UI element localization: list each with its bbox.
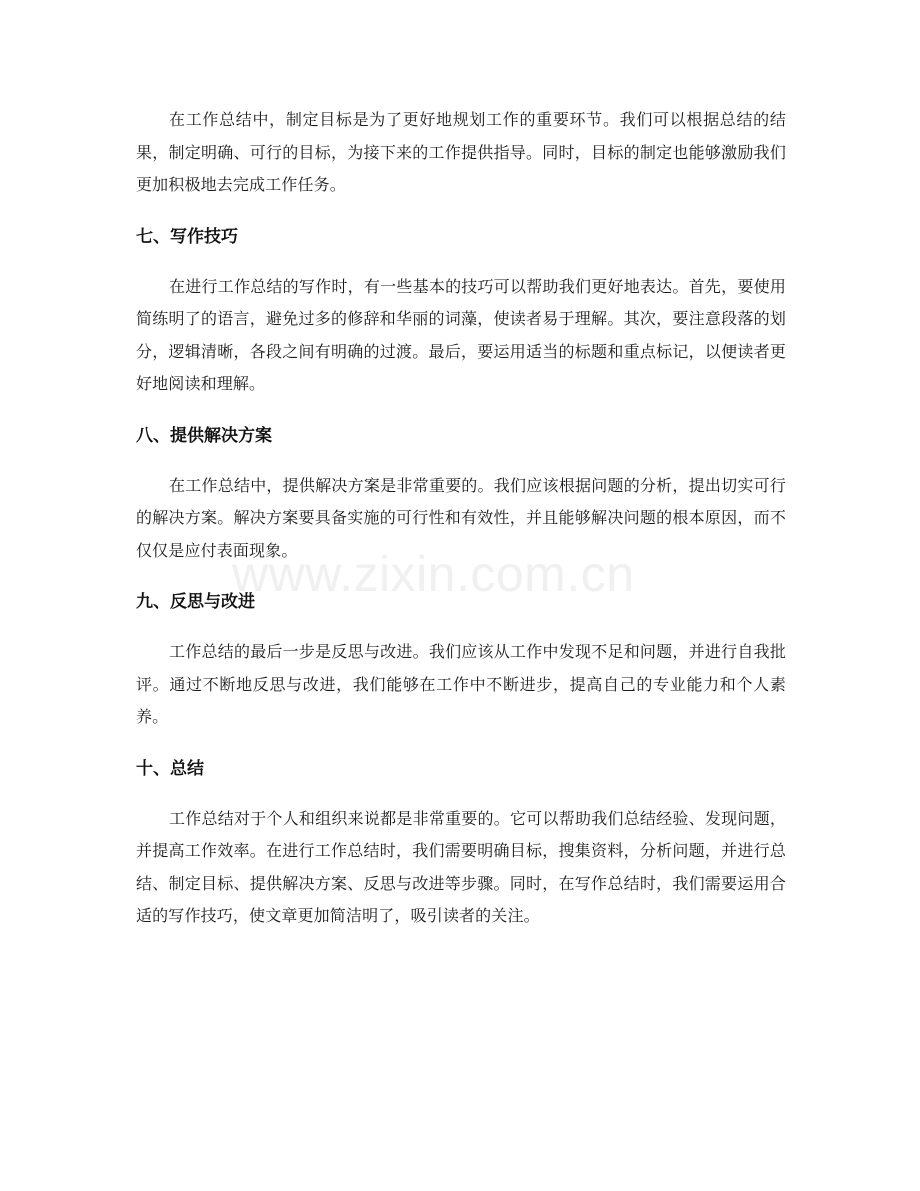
paragraph-goal-setting: 在工作总结中，制定目标是为了更好地规划工作的重要环节。我们可以根据总结的结果，制定明确、可行的目标，为接下来的工作提供指导。同时，目标的制定也能够激励我们更加积极地去完成工作任务。: [136, 110, 786, 194]
heading-solutions: 八、提供解决方案: [136, 425, 272, 446]
paragraph-summary: 工作总结对于个人和组织来说都是非常重要的。它可以帮助我们总结经验、发现问题，并提高工作效率。在进行工作总结时，我们需要明确目标，搜集资料，分析问题，并进行总结、制定目标、提供解决方案、反思与改进等步骤。同时，在写作总结时，我们需要运用合适的写作技巧，使文章更加简洁明了，吸引读者的关注。: [136, 808, 786, 925]
paragraph-solutions: 在工作总结中，提供解决方案是非常重要的。我们应该根据问题的分析，提出切实可行的解决方案。解决方案要具备实施的可行性和有效性，并且能够解决问题的根本原因，而不仅仅是应付表面现象。: [136, 475, 786, 560]
paragraph-reflection: 工作总结的最后一步是反思与改进。我们应该从工作中发现不足和问题，并进行自我批评。通过不断地反思与改进，我们能够在工作中不断进步，提高自己的专业能力和个人素养。: [136, 642, 786, 726]
document-body: [136, 104, 786, 933]
watermark-text: www.zixin.com.cn: [232, 546, 635, 602]
heading-summary: 十、总结: [136, 758, 204, 779]
paragraph-writing-skills: 在进行工作总结的写作时，有一些基本的技巧可以帮助我们更好地表达。首先，要使用简练明了的语言，避免过多的修辞和华丽的词藻，使读者易于理解。其次，要注意段落的划分，逻辑清晰，各段之间有明确的过渡。最后，要运用适当的标题和重点标记，以便读者更好地阅读和理解。: [136, 276, 786, 393]
heading-reflection: 九、反思与改进: [136, 592, 255, 612]
heading-writing-skills: 七、写作技巧: [136, 226, 238, 247]
